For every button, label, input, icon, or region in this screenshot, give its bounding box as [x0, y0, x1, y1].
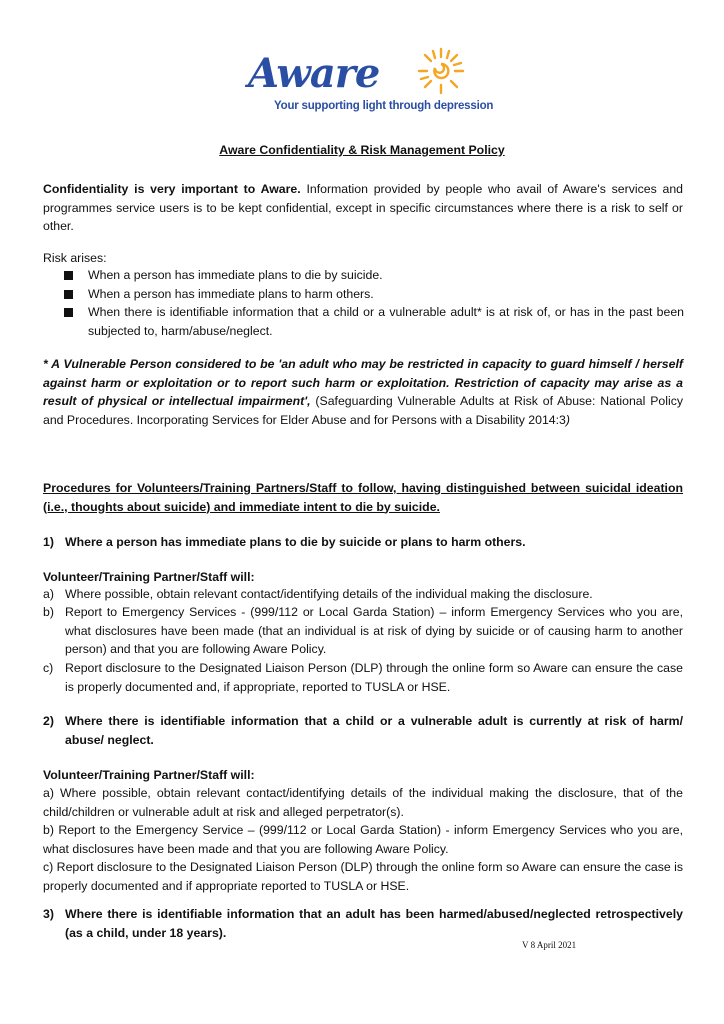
square-bullet-icon: [64, 271, 73, 280]
version-label: V 8 April 2021: [522, 940, 577, 950]
procedures-heading: Procedures for Volunteers/Training Partners/Staff to follow, having distinguished between suicidal ideation (i.e., thoughts about suicide) and immediate intent to die by suicide.: [43, 481, 683, 514]
risk-heading: Risk arises:: [43, 251, 107, 265]
square-bullet-icon: [64, 308, 73, 317]
page-title: Aware Confidentiality & Risk Management Policy: [219, 143, 505, 157]
document-page: Aware Your supporting light through depression Aware Confidentiality & Risk Management Policy Confidentiality is very important to Aware. Information provided by people who avail of Aware's services and programmes service users is to be kept confidential, except in specific circumstances where there is a risk to self or other. Risk arises: When a person has immediate plans to die by suicide. When a person has immediate plans to harm others. When there is identifiable information that a child or a vulnerable adult* is at risk of, or has in the past been subjected to, harm/abuse/neglect. * A Vulnerable Person considered to be 'an adult who may be restricted in capacity to guard himself / herself against harm or exploitation or to report such harm or exploitation. Restriction of capacity may arise as a result of physical or intellectual impairment', (Safeguarding Vulnerable Adults at Risk of Abuse: National Policy and Procedures. Incorporating Services for Elder Abuse and for Persons with a Disability 2014:3) Procedures for Volunteers/Training Partners/Staff to follow, having distinguished between suicidal ideation (i.e., thoughts about suicide) and immediate intent to die by suicide. 1) Where a person has immediate plans to die by suicide or plans to harm others. Volunteer/Training Partner/Staff will: a) Where possible, obtain relevant contact/identifying details of the individual making the disclosure. b) Report to Emergency Services - (999/112 or Local Garda Station) – inform Emergency Services who you are, what disclosures have been made (that an individual is at risk of dying by suicide or of causing harm to another person) and that you are following Aware Policy. c) Report disclosure to the Designated Liaison Person (DLP) through the online form so Aware can ensure the case is properly documented and, if appropriate, reported to TUSLA or HSE. 2) Where there is identifiable information that a child or a vulnerable adult is currently at risk of harm/ abuse/ neglect. Volunteer/Training Partner/Staff will: a) Where possible, obtain relevant contact/identifying details of the individual making the disclosure, that of the child/children or vulnerable adult at risk and alleged perpetrator(s). b) Report to the Emergency Service – (999/112 or Local Garda Station) - inform Emergency Services who you are, what disclosures have been made and that you are following Aware Policy. c) Report disclosure to the Designated Liaison Person (DLP) through the online form so Aware can ensure the case is properly documented and if appropriate reported to TUSLA or HSE. 3) Where there is identifiable information that an adult has been harmed/abused/neglected retrospectively (as a child, under 18 years). V 8 April 2021: [0, 0, 724, 1024]
logo-tagline: Your supporting light through depression: [274, 100, 494, 112]
sun-icon: [416, 46, 466, 96]
section-2-item: b) Report to the Emergency Service – (999/112 or Local Garda Station) - inform Emergency Services who you are, what disclosures have been made and that you are following Aware Policy.: [43, 823, 683, 856]
logo-wordmark: Aware: [248, 50, 380, 97]
section-2-item: c) Report disclosure to the Designated Liaison Person (DLP) through the online form so Aware can ensure the case is properly documented and if appropriate reported to TUSLA or HSE.: [43, 860, 683, 893]
intro-bold: Confidentiality is very important to Aware.: [43, 182, 301, 196]
footnote-source: (Safeguarding Vulnerable Adults at Risk of Abuse: National Policy and Procedures. Incorporating Services for Elder Abuse and for Persons with a Disability 2014:3: [43, 394, 684, 427]
intro-paragraph: [43, 180, 683, 236]
section-2-item: a) Where possible, obtain relevant contact/identifying details of the individual making the disclosure, that of the child/children or vulnerable adult at risk and alleged perpetrator(s).: [43, 786, 683, 819]
square-bullet-icon: [64, 290, 73, 299]
vulnerable-person-footnote: * A Vulnerable Person considered to be 'an adult who may be restricted in capacity to guard himself / herself against harm or exploitation or to report such harm or exploitation. Restriction of capacity may arise as a result of physical or intellectual impairment', (Safeguarding Vulnerable Adults at Risk of Abuse: National Policy and Procedures. Incorporating Services for Elder Abuse and for Persons with a Disability 2014:3): [43, 357, 684, 427]
intro-text: Information provided by people who avail of Aware's services and programmes service users is to be kept confidential, except in specific circumstances where there is a risk to self or other.: [43, 182, 683, 233]
aware-logo: [248, 40, 494, 120]
footnote-definition: * A Vulnerable Person considered to be 'an adult who may be restricted in capacity to guard himself / herself against harm or exploitation or to report such harm or exploitation. Restriction of capacity may arise as a result of physical or intellectual impairment',: [43, 357, 683, 408]
section-1-subheading: Volunteer/Training Partner/Staff will:: [43, 570, 255, 584]
section-2-subheading: Volunteer/Training Partner/Staff will:: [43, 768, 255, 782]
